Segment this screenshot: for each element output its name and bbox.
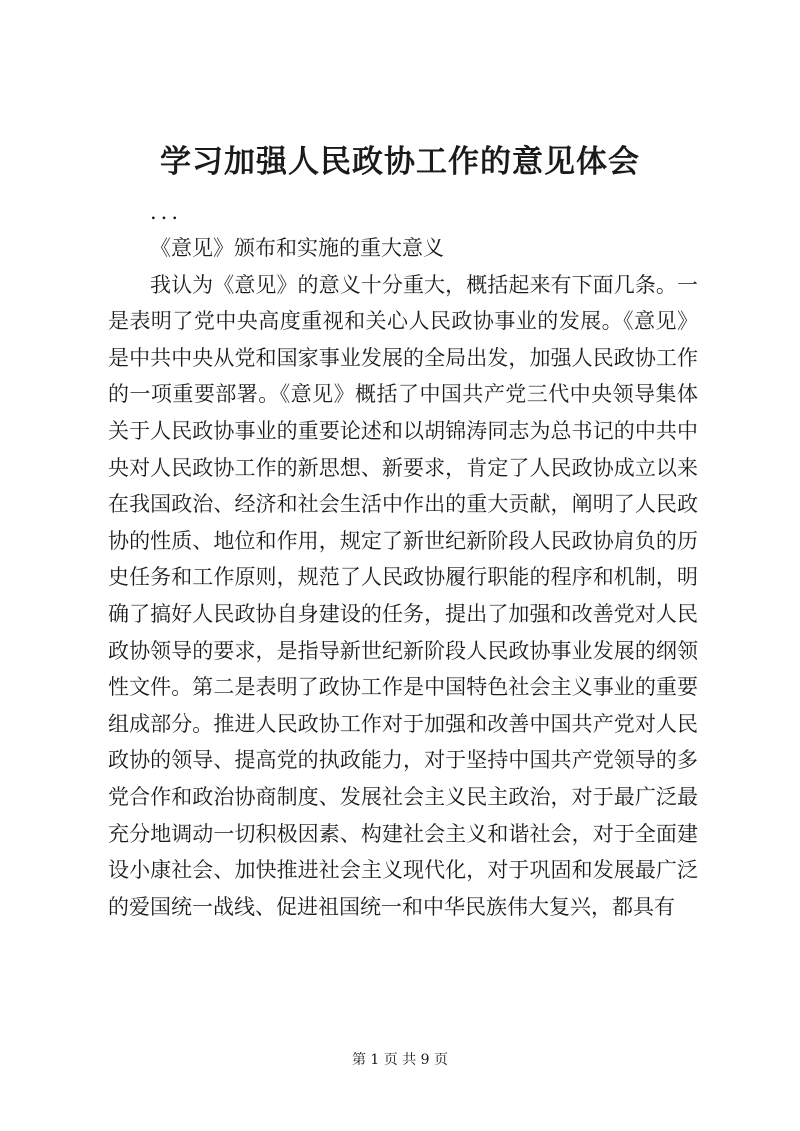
page-number-label: 第 1 页 共 9 页 [351,1052,449,1068]
document-body [108,198,698,925]
section-subheading: 《意见》颁布和实施的重大意义 [150,236,444,260]
page-footer [0,1050,800,1070]
body-paragraph: 我认为《意见》的意义十分重大，概括起来有下面几条。一是表明了党中央高度重视和关心人民政协事业的发展。《意见》是中共中央从党和国家事业发展的全局出发，加强人民政协工作的一项重要部署。《意见》概括了中国共产党三代中央领导集体关于人民政协事业的重要论述和以胡锦涛同志为总书记的中共中央对人民政协工作的新思想、新要求，肯定了人民政协成立以来在我国政治、经济和社会生活中作出的重大贡献，阐明了人民政协的性质、地位和作用，规定了新世纪新阶段人民政协肩负的历史任务和工作原则，规范了人民政协履行职能的程序和机制，明确了搞好人民政协自身建设的任务，提出了加强和改善党对人民政协领导的要求，是指导新世纪新阶段人民政协事业发展的纲领性文件。第二是表明了政协工作是中国特色社会主义事业的重要组成部分。推进人民政协工作对于加强和改善中国共产党对人民政协的领导、提高党的执政能力，对于坚持中国共产党领导的多党合作和政治协商制度、发展社会主义民主政治，对于最广泛最充分地调动一切积极因素、构建社会主义和谐社会，对于全面建设小康社会、加快推进社会主义现代化，对于巩固和发展最广泛的爱国统一战线、促进祖国统一和中华民族伟大复兴，都具有 [108,272,698,919]
document-title: 学习加强人民政协工作的意见体会 [160,144,640,180]
ellipsis-marker: ... [150,200,183,224]
